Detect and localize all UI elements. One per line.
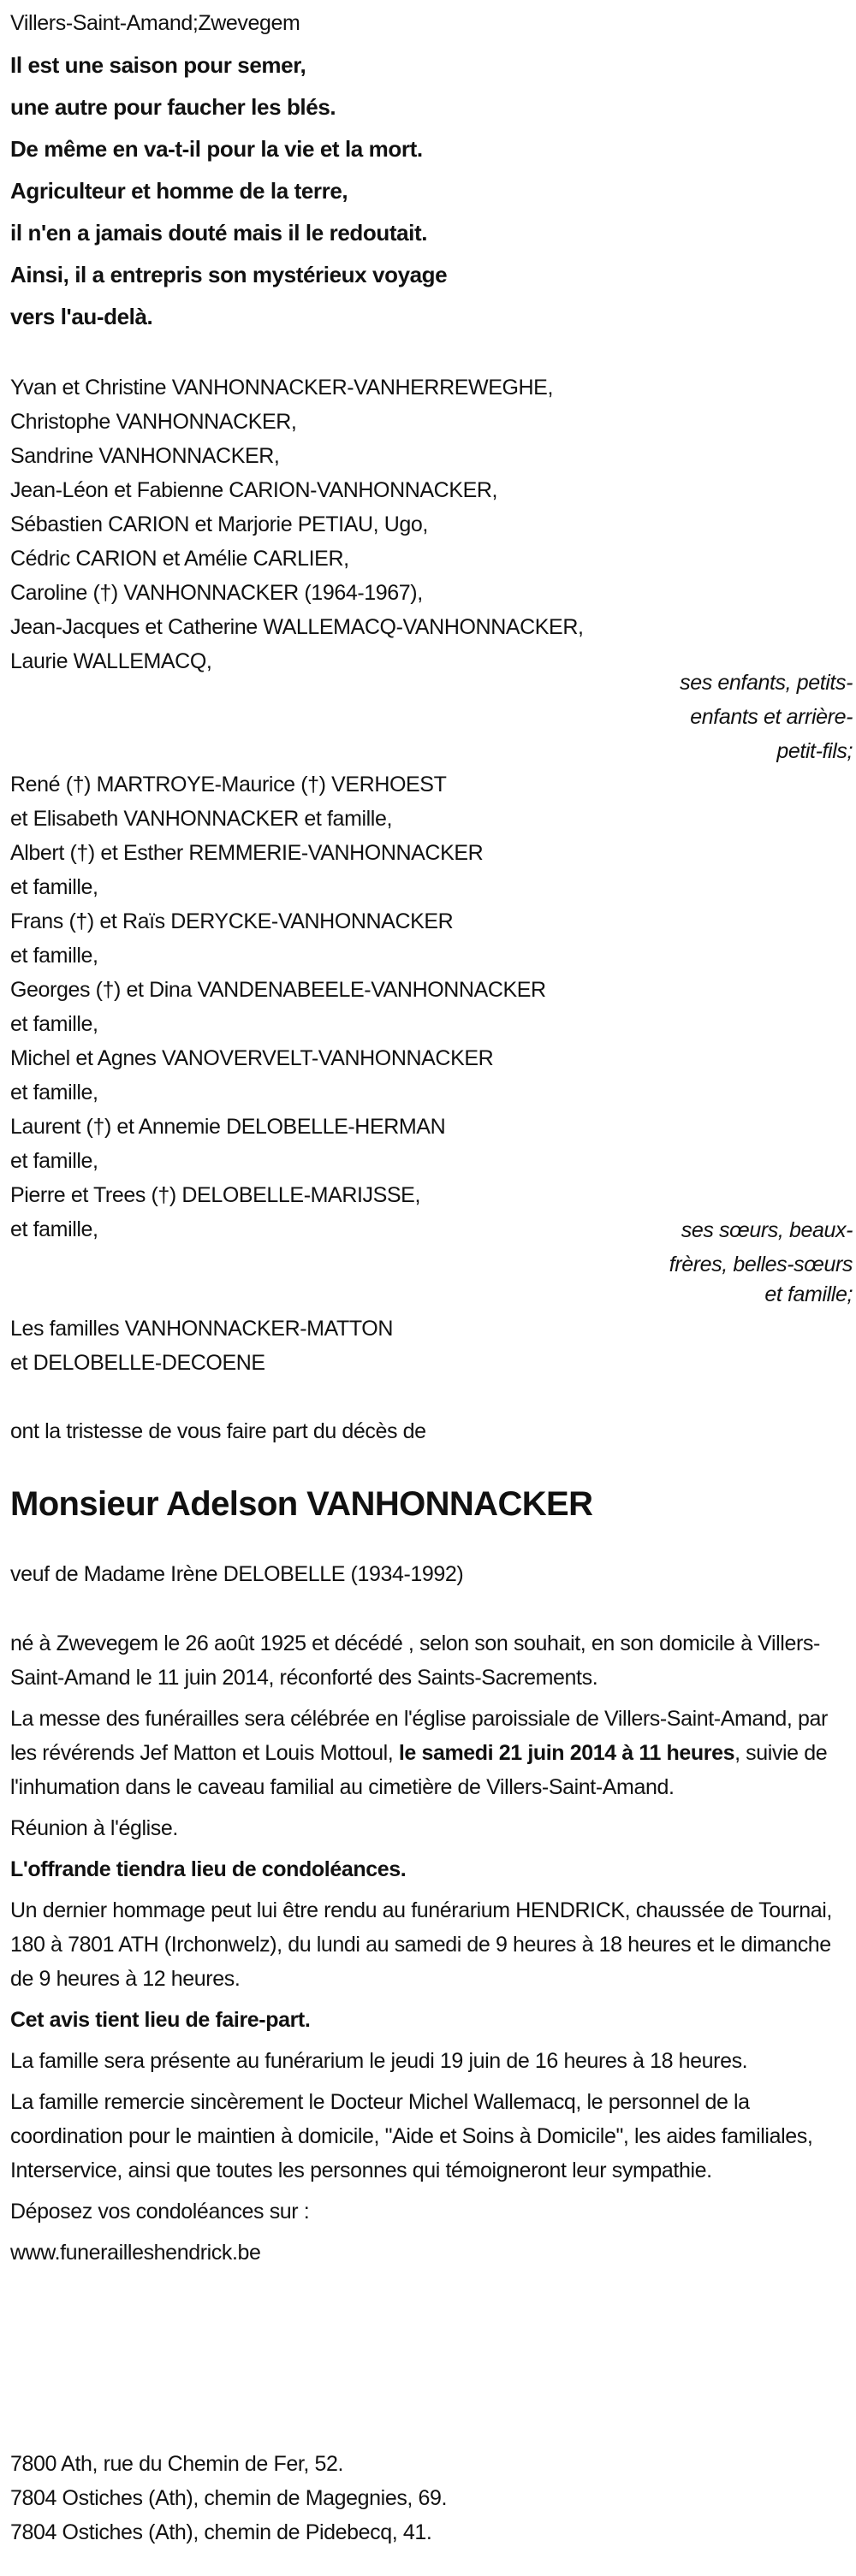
- deceased-name: Monsieur Adelson VANHONNACKER: [10, 1485, 593, 1523]
- family-member: Laurent (†) et Annemie DELOBELLE-HERMAN: [10, 1115, 446, 1139]
- family-member: Yvan et Christine VANHONNACKER-VANHERREWEGHE,: [10, 376, 554, 400]
- notice-paragraph: Cet avis tient lieu de faire-part.: [10, 2008, 311, 2032]
- family-member: Jean-Jacques et Catherine WALLEMACQ-VANHONNACKER,: [10, 615, 584, 639]
- mass-date: le samedi 21 juin 2014 à 11 heures: [398, 1741, 735, 1765]
- presence-paragraph: La famille sera présente au funérarium le jeudi 19 juin de 16 heures à 18 heures.: [10, 2049, 748, 2073]
- family-list-siblings: [10, 767, 846, 1247]
- family-member: Frans (†) et Raïs DERYCKE-VANHONNACKER: [10, 909, 454, 933]
- family-member: et famille,: [10, 1081, 98, 1104]
- mass-paragraph: La messe des funérailles sera célébrée en l'église paroissiale de Villers-Saint-Amand, par les révérends Jef Matton et Louis Mottoul, le samedi 21 juin 2014 à 11 heures, suivie de l'inhumation dans le caveau familial au cimetière de Villers-Saint-Amand.: [10, 1707, 828, 1799]
- poem-line: une autre pour faucher les blés.: [10, 94, 336, 120]
- address: 7800 Ath, rue du Chemin de Fer, 52.: [10, 2452, 344, 2476]
- offering-paragraph: L'offrande tiendra lieu de condoléances.: [10, 1857, 407, 1881]
- family-member: et famille,: [10, 1149, 98, 1173]
- poem: [10, 44, 846, 338]
- family-member: et famille,: [10, 1012, 98, 1036]
- address: 7804 Ostiches (Ath), chemin de Pidebecq, 41.: [10, 2520, 432, 2544]
- poem-line: Ainsi, il a entrepris son mystérieux voyage: [10, 262, 448, 287]
- family-member: Georges (†) et Dina VANDENABEELE-VANHONNACKER: [10, 978, 546, 1002]
- relation-children: ses enfants, petits- enfants et arrière- petit-fils;: [680, 671, 853, 763]
- family-member: Pierre et Trees (†) DELOBELLE-MARIJSSE,: [10, 1183, 421, 1207]
- poem-line: il n'en a jamais douté mais il le redoutait.: [10, 220, 428, 246]
- family-member: Caroline (†) VANHONNACKER (1964-1967),: [10, 581, 423, 605]
- widower-line: veuf de Madame Irène DELOBELLE (1934-1992): [10, 1562, 464, 1586]
- condolences-paragraph: Déposez vos condoléances sur :: [10, 2200, 310, 2224]
- family-member: Christophe VANHONNACKER,: [10, 410, 297, 434]
- poem-line: De même en va-t-il pour la vie et la mort.: [10, 136, 423, 162]
- birth-death-paragraph: né à Zwevegem le 26 août 1925 et décédé , selon son souhait, en son domicile à Villers-Saint-Amand le 11 juin 2014, réconforté des Saints-Sacrements.: [10, 1631, 820, 1690]
- family-member: Jean-Léon et Fabienne CARION-VANHONNACKER,: [10, 478, 498, 502]
- family-member: et famille,: [10, 944, 98, 968]
- family-member: et Elisabeth VANHONNACKER et famille,: [10, 807, 393, 831]
- family-list-children: [10, 370, 846, 678]
- family-member: et famille,: [10, 1217, 98, 1241]
- family-member: Laurie WALLEMACQ,: [10, 649, 212, 673]
- family-member: Sandrine VANHONNACKER,: [10, 444, 280, 468]
- meeting-paragraph: Réunion à l'église.: [10, 1816, 178, 1840]
- address: 7804 Ostiches (Ath), chemin de Magegnies, 69.: [10, 2486, 448, 2510]
- poem-line: Il est une saison pour semer,: [10, 52, 306, 78]
- family-member: et famille,: [10, 875, 98, 899]
- family-member: Cédric CARION et Amélie CARLIER,: [10, 547, 349, 571]
- poem-line: vers l'au-delà.: [10, 304, 153, 329]
- website-link[interactable]: www.funerailleshendrick.be: [10, 2241, 261, 2265]
- family-member: Albert (†) et Esther REMMERIE-VANHONNACKER: [10, 841, 484, 865]
- family-member: René (†) MARTROYE-Maurice (†) VERHOEST: [10, 773, 447, 796]
- family-member: Sébastien CARION et Marjorie PETIAU, Ugo,: [10, 512, 428, 536]
- addresses: [10, 2447, 846, 2549]
- relation-siblings: ses sœurs, beaux- frères, belles-sœurs et famille;: [669, 1218, 853, 1306]
- announcement: ont la tristesse de vous faire part du décès de: [10, 1419, 426, 1443]
- tribute-paragraph: Un dernier hommage peut lui être rendu au funérarium HENDRICK, chaussée de Tournai, 180 à 7801 ATH (Irchonwelz), du lundi au samedi de 9 heures à 18 heures et le dimanche de 9 heures à 12 heures.: [10, 1898, 832, 1991]
- obituary-body: [10, 1626, 849, 2277]
- poem-line: Agriculteur et homme de la terre,: [10, 178, 348, 204]
- location-header: Villers-Saint-Amand;Zwevegem: [10, 11, 300, 35]
- thanks-paragraph: La famille remercie sincèrement le Docteur Michel Wallemacq, le personnel de la coordination pour le maintien à domicile, "Aide et Soins à Domicile", les aides familiales, Interservice, ainsi que toutes les personnes qui témoigneront leur sympathie.: [10, 2090, 813, 2182]
- families: Les familles VANHONNACKER-MATTON et DELOBELLE-DECOENE: [10, 1317, 393, 1375]
- family-member: Michel et Agnes VANOVERVELT-VANHONNACKER: [10, 1046, 494, 1070]
